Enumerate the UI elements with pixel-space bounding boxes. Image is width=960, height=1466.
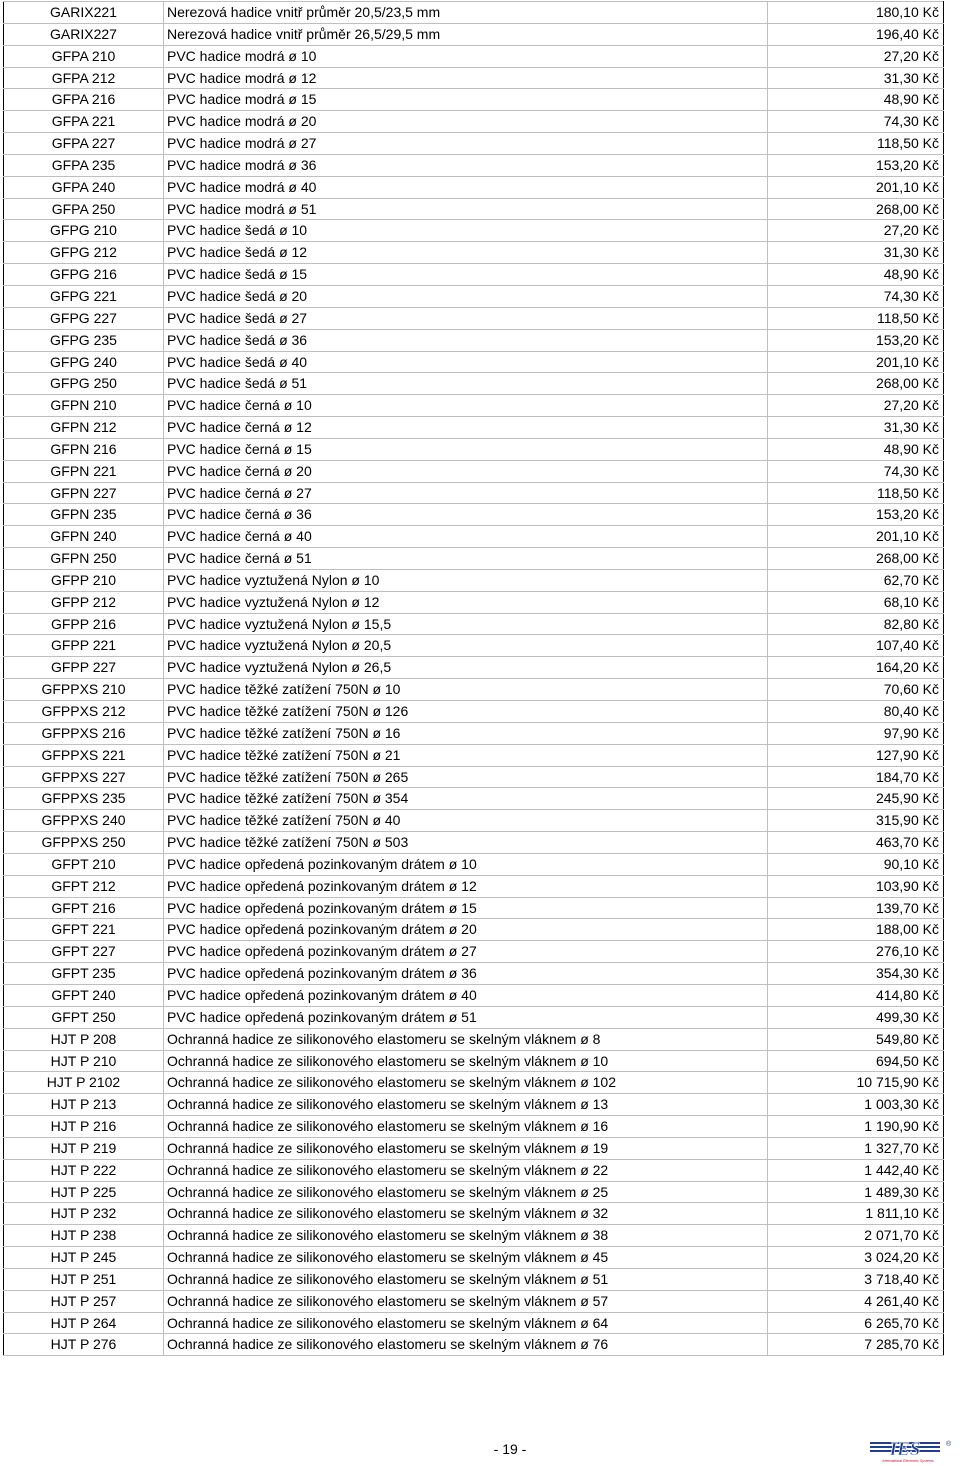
product-code-cell: GFPT 210 (4, 853, 164, 875)
table-row (4, 1159, 944, 1181)
description-cell: PVC hadice vyztužená Nylon ø 12 (164, 591, 768, 613)
table-row (4, 548, 944, 570)
description-cell: Ochranná hadice ze silikonového elastomeru se skelným vláknem ø 51 (164, 1268, 768, 1290)
product-code-cell: GARIX227 (4, 23, 164, 45)
product-code-cell: GFPT 240 (4, 984, 164, 1006)
product-code-cell: GARIX221 (4, 2, 164, 24)
description-cell: Ochranná hadice ze silikonového elastomeru se skelným vláknem ø 102 (164, 1072, 768, 1094)
table-row (4, 1137, 944, 1159)
price-cell: 74,30 Kč (768, 111, 944, 133)
price-cell: 27,20 Kč (768, 220, 944, 242)
price-cell: 201,10 Kč (768, 351, 944, 373)
table-row (4, 941, 944, 963)
table-row (4, 1072, 944, 1094)
price-cell: 201,10 Kč (768, 176, 944, 198)
table-row (4, 111, 944, 133)
product-code-cell: GFPA 221 (4, 111, 164, 133)
description-cell: PVC hadice těžké zatížení 750N ø 10 (164, 679, 768, 701)
product-code-cell: GFPA 235 (4, 154, 164, 176)
table-row (4, 1050, 944, 1072)
table-row (4, 373, 944, 395)
table-row (4, 242, 944, 264)
description-cell: Ochranná hadice ze silikonového elastomeru se skelným vláknem ø 38 (164, 1225, 768, 1247)
price-cell: 1 811,10 Kč (768, 1203, 944, 1225)
table-row (4, 176, 944, 198)
product-code-cell: HJT P 208 (4, 1028, 164, 1050)
product-code-cell: GFPT 227 (4, 941, 164, 963)
price-cell: 549,80 Kč (768, 1028, 944, 1050)
description-cell: Ochranná hadice ze silikonového elastomeru se skelným vláknem ø 76 (164, 1334, 768, 1356)
product-code-cell: GFPP 227 (4, 657, 164, 679)
table-row (4, 329, 944, 351)
product-code-cell: GFPP 212 (4, 591, 164, 613)
description-cell: PVC hadice černá ø 40 (164, 526, 768, 548)
product-code-cell: GFPA 240 (4, 176, 164, 198)
product-code-cell: GFPG 240 (4, 351, 164, 373)
table-row (4, 1094, 944, 1116)
price-cell: 82,80 Kč (768, 613, 944, 635)
table-row (4, 1225, 944, 1247)
table-row (4, 504, 944, 526)
description-cell: PVC hadice šedá ø 40 (164, 351, 768, 373)
price-cell: 153,20 Kč (768, 329, 944, 351)
table-row (4, 788, 944, 810)
table-row (4, 853, 944, 875)
description-cell: Ochranná hadice ze silikonového elastomeru se skelným vláknem ø 45 (164, 1247, 768, 1269)
description-cell: PVC hadice černá ø 51 (164, 548, 768, 570)
product-code-cell: GFPP 216 (4, 613, 164, 635)
table-row (4, 285, 944, 307)
price-cell: 6 265,70 Kč (768, 1312, 944, 1334)
product-code-cell: GFPG 212 (4, 242, 164, 264)
price-cell: 74,30 Kč (768, 285, 944, 307)
logo-wordmark: IES (889, 1439, 921, 1460)
table-row (4, 635, 944, 657)
price-cell: 463,70 Kč (768, 832, 944, 854)
description-cell: PVC hadice těžké zatížení 750N ø 40 (164, 810, 768, 832)
product-code-cell: HJT P 245 (4, 1247, 164, 1269)
description-cell: PVC hadice těžké zatížení 750N ø 16 (164, 722, 768, 744)
description-cell: PVC hadice modrá ø 12 (164, 67, 768, 89)
table-row (4, 417, 944, 439)
table-row (4, 198, 944, 220)
table-row (4, 482, 944, 504)
price-cell: 268,00 Kč (768, 373, 944, 395)
price-cell: 118,50 Kč (768, 307, 944, 329)
product-code-cell: GFPT 221 (4, 919, 164, 941)
description-cell: PVC hadice opředená pozinkovaným drátem ø 27 (164, 941, 768, 963)
price-cell: 694,50 Kč (768, 1050, 944, 1072)
description-cell: PVC hadice šedá ø 20 (164, 285, 768, 307)
price-cell: 31,30 Kč (768, 67, 944, 89)
description-cell: Nerezová hadice vnitř průměr 26,5/29,5 mm (164, 23, 768, 45)
description-cell: PVC hadice černá ø 20 (164, 460, 768, 482)
table-row (4, 1312, 944, 1334)
price-cell: 164,20 Kč (768, 657, 944, 679)
table-row (4, 1334, 944, 1356)
table-row (4, 810, 944, 832)
description-cell: PVC hadice těžké zatížení 750N ø 126 (164, 701, 768, 723)
price-cell: 118,50 Kč (768, 482, 944, 504)
price-cell: 90,10 Kč (768, 853, 944, 875)
product-code-cell: HJT P 222 (4, 1159, 164, 1181)
price-list-sheet (3, 1, 943, 1356)
price-cell: 48,90 Kč (768, 438, 944, 460)
logo-tagline: International Electronic Systems (882, 1459, 934, 1463)
price-cell: 315,90 Kč (768, 810, 944, 832)
product-code-cell: GFPN 240 (4, 526, 164, 548)
product-code-cell: GFPPXS 216 (4, 722, 164, 744)
price-cell: 196,40 Kč (768, 23, 944, 45)
price-cell: 3 024,20 Kč (768, 1247, 944, 1269)
description-cell: PVC hadice vyztužená Nylon ø 15,5 (164, 613, 768, 635)
table-row (4, 351, 944, 373)
product-code-cell: GFPPXS 240 (4, 810, 164, 832)
price-cell: 48,90 Kč (768, 264, 944, 286)
description-cell: PVC hadice šedá ø 12 (164, 242, 768, 264)
product-code-cell: HJT P 210 (4, 1050, 164, 1072)
price-cell: 3 718,40 Kč (768, 1268, 944, 1290)
description-cell: Ochranná hadice ze silikonového elastomeru se skelným vláknem ø 19 (164, 1137, 768, 1159)
price-cell: 97,90 Kč (768, 722, 944, 744)
description-cell: Ochranná hadice ze silikonového elastomeru se skelným vláknem ø 25 (164, 1181, 768, 1203)
description-cell: Ochranná hadice ze silikonového elastomeru se skelným vláknem ø 8 (164, 1028, 768, 1050)
price-cell: 68,10 Kč (768, 591, 944, 613)
price-cell: 499,30 Kč (768, 1006, 944, 1028)
price-cell: 268,00 Kč (768, 548, 944, 570)
table-row (4, 67, 944, 89)
description-cell: PVC hadice modrá ø 10 (164, 45, 768, 67)
price-cell: 2 071,70 Kč (768, 1225, 944, 1247)
table-row (4, 591, 944, 613)
product-code-cell: GFPPXS 250 (4, 832, 164, 854)
table-row (4, 154, 944, 176)
price-cell: 7 285,70 Kč (768, 1334, 944, 1356)
price-cell: 62,70 Kč (768, 569, 944, 591)
description-cell: PVC hadice opředená pozinkovaným drátem ø 10 (164, 853, 768, 875)
table-row (4, 569, 944, 591)
table-row (4, 1006, 944, 1028)
description-cell: PVC hadice šedá ø 27 (164, 307, 768, 329)
product-code-cell: GFPPXS 227 (4, 766, 164, 788)
description-cell: PVC hadice vyztužená Nylon ø 20,5 (164, 635, 768, 657)
product-code-cell: GFPN 250 (4, 548, 164, 570)
product-code-cell: GFPG 235 (4, 329, 164, 351)
description-cell: PVC hadice opředená pozinkovaným drátem ø 36 (164, 963, 768, 985)
price-cell: 1 327,70 Kč (768, 1137, 944, 1159)
price-cell: 276,10 Kč (768, 941, 944, 963)
price-cell: 184,70 Kč (768, 766, 944, 788)
price-cell: 103,90 Kč (768, 875, 944, 897)
description-cell: PVC hadice modrá ø 15 (164, 89, 768, 111)
table-row (4, 744, 944, 766)
product-code-cell: GFPG 216 (4, 264, 164, 286)
table-row (4, 1290, 944, 1312)
price-list-table (3, 1, 944, 1356)
product-code-cell: HJT P 219 (4, 1137, 164, 1159)
price-cell: 188,00 Kč (768, 919, 944, 941)
price-cell: 354,30 Kč (768, 963, 944, 985)
product-code-cell: HJT P 232 (4, 1203, 164, 1225)
description-cell: PVC hadice černá ø 10 (164, 395, 768, 417)
description-cell: PVC hadice šedá ø 36 (164, 329, 768, 351)
description-cell: PVC hadice těžké zatížení 750N ø 354 (164, 788, 768, 810)
price-cell: 127,90 Kč (768, 744, 944, 766)
table-row (4, 701, 944, 723)
description-cell: PVC hadice modrá ø 36 (164, 154, 768, 176)
table-row (4, 613, 944, 635)
price-cell: 180,10 Kč (768, 2, 944, 24)
price-cell: 118,50 Kč (768, 133, 944, 155)
product-code-cell: GFPP 221 (4, 635, 164, 657)
product-code-cell: GFPA 212 (4, 67, 164, 89)
product-code-cell: GFPG 227 (4, 307, 164, 329)
table-row (4, 438, 944, 460)
description-cell: PVC hadice modrá ø 40 (164, 176, 768, 198)
product-code-cell: HJT P 276 (4, 1334, 164, 1356)
product-code-cell: GFPA 250 (4, 198, 164, 220)
product-code-cell: GFPN 235 (4, 504, 164, 526)
price-cell: 70,60 Kč (768, 679, 944, 701)
table-row (4, 963, 944, 985)
table-row (4, 23, 944, 45)
description-cell: Ochranná hadice ze silikonového elastomeru se skelným vláknem ø 64 (164, 1312, 768, 1334)
product-code-cell: GFPN 221 (4, 460, 164, 482)
table-row (4, 133, 944, 155)
table-row (4, 919, 944, 941)
description-cell: PVC hadice černá ø 27 (164, 482, 768, 504)
product-code-cell: HJT P 264 (4, 1312, 164, 1334)
product-code-cell: HJT P 225 (4, 1181, 164, 1203)
table-row (4, 984, 944, 1006)
description-cell: PVC hadice opředená pozinkovaným drátem ø 12 (164, 875, 768, 897)
description-cell: PVC hadice šedá ø 10 (164, 220, 768, 242)
product-code-cell: GFPN 210 (4, 395, 164, 417)
product-code-cell: GFPT 250 (4, 1006, 164, 1028)
price-cell: 10 715,90 Kč (768, 1072, 944, 1094)
description-cell: PVC hadice vyztužená Nylon ø 26,5 (164, 657, 768, 679)
table-row (4, 460, 944, 482)
description-cell: PVC hadice těžké zatížení 750N ø 21 (164, 744, 768, 766)
table-row (4, 1028, 944, 1050)
price-cell: 139,70 Kč (768, 897, 944, 919)
table-row (4, 1203, 944, 1225)
table-row (4, 1181, 944, 1203)
product-code-cell: GFPA 210 (4, 45, 164, 67)
price-cell: 153,20 Kč (768, 504, 944, 526)
product-code-cell: HJT P 257 (4, 1290, 164, 1312)
table-row (4, 307, 944, 329)
price-cell: 414,80 Kč (768, 984, 944, 1006)
table-row (4, 45, 944, 67)
product-code-cell: GFPG 221 (4, 285, 164, 307)
description-cell: PVC hadice černá ø 36 (164, 504, 768, 526)
table-row (4, 395, 944, 417)
product-code-cell: HJT P 216 (4, 1116, 164, 1138)
table-row (4, 832, 944, 854)
description-cell: Ochranná hadice ze silikonového elastomeru se skelným vláknem ø 22 (164, 1159, 768, 1181)
table-row (4, 722, 944, 744)
price-cell: 31,30 Kč (768, 417, 944, 439)
price-cell: 201,10 Kč (768, 526, 944, 548)
description-cell: PVC hadice černá ø 12 (164, 417, 768, 439)
description-cell: PVC hadice opředená pozinkovaným drátem ø 20 (164, 919, 768, 941)
table-row (4, 657, 944, 679)
table-row (4, 526, 944, 548)
price-cell: 1 190,90 Kč (768, 1116, 944, 1138)
table-row (4, 264, 944, 286)
price-cell: 80,40 Kč (768, 701, 944, 723)
product-code-cell: HJT P 2102 (4, 1072, 164, 1094)
price-list-body (4, 2, 944, 1356)
ies-logo (868, 1438, 954, 1464)
product-code-cell: GFPP 210 (4, 569, 164, 591)
description-cell: Ochranná hadice ze silikonového elastomeru se skelným vláknem ø 13 (164, 1094, 768, 1116)
table-row (4, 1247, 944, 1269)
product-code-cell: GFPT 212 (4, 875, 164, 897)
product-code-cell: GFPPXS 212 (4, 701, 164, 723)
table-row (4, 1268, 944, 1290)
price-cell: 153,20 Kč (768, 154, 944, 176)
price-cell: 4 261,40 Kč (768, 1290, 944, 1312)
description-cell: PVC hadice těžké zatížení 750N ø 503 (164, 832, 768, 854)
description-cell: PVC hadice modrá ø 20 (164, 111, 768, 133)
product-code-cell: HJT P 251 (4, 1268, 164, 1290)
product-code-cell: GFPPXS 221 (4, 744, 164, 766)
description-cell: PVC hadice opředená pozinkovaným drátem ø 51 (164, 1006, 768, 1028)
table-row (4, 1116, 944, 1138)
product-code-cell: GFPPXS 235 (4, 788, 164, 810)
description-cell: PVC hadice černá ø 15 (164, 438, 768, 460)
product-code-cell: GFPPXS 210 (4, 679, 164, 701)
description-cell: PVC hadice šedá ø 15 (164, 264, 768, 286)
description-cell: PVC hadice těžké zatížení 750N ø 265 (164, 766, 768, 788)
table-row (4, 766, 944, 788)
price-cell: 31,30 Kč (768, 242, 944, 264)
table-row (4, 2, 944, 24)
product-code-cell: GFPG 250 (4, 373, 164, 395)
product-code-cell: GFPA 216 (4, 89, 164, 111)
product-code-cell: HJT P 213 (4, 1094, 164, 1116)
price-cell: 268,00 Kč (768, 198, 944, 220)
price-cell: 27,20 Kč (768, 395, 944, 417)
price-cell: 1 442,40 Kč (768, 1159, 944, 1181)
description-cell: PVC hadice modrá ø 51 (164, 198, 768, 220)
price-cell: 1 489,30 Kč (768, 1181, 944, 1203)
description-cell: Ochranná hadice ze silikonového elastomeru se skelným vláknem ø 16 (164, 1116, 768, 1138)
price-cell: 48,90 Kč (768, 89, 944, 111)
description-cell: PVC hadice opředená pozinkovaným drátem ø 15 (164, 897, 768, 919)
product-code-cell: GFPN 212 (4, 417, 164, 439)
page-number: - 19 - (493, 1441, 527, 1457)
price-cell: 245,90 Kč (768, 788, 944, 810)
description-cell: Ochranná hadice ze silikonového elastomeru se skelným vláknem ø 10 (164, 1050, 768, 1072)
product-code-cell: GFPT 216 (4, 897, 164, 919)
table-row (4, 220, 944, 242)
description-cell: Ochranná hadice ze silikonového elastomeru se skelným vláknem ø 32 (164, 1203, 768, 1225)
logo-registered-mark: ® (946, 1441, 952, 1448)
description-cell: PVC hadice modrá ø 27 (164, 133, 768, 155)
description-cell: PVC hadice vyztužená Nylon ø 10 (164, 569, 768, 591)
price-cell: 74,30 Kč (768, 460, 944, 482)
product-code-cell: GFPN 216 (4, 438, 164, 460)
product-code-cell: HJT P 238 (4, 1225, 164, 1247)
description-cell: Ochranná hadice ze silikonového elastomeru se skelným vláknem ø 57 (164, 1290, 768, 1312)
product-code-cell: GFPN 227 (4, 482, 164, 504)
description-cell: Nerezová hadice vnitř průměr 20,5/23,5 mm (164, 2, 768, 24)
price-cell: 107,40 Kč (768, 635, 944, 657)
table-row (4, 89, 944, 111)
product-code-cell: GFPG 210 (4, 220, 164, 242)
table-row (4, 875, 944, 897)
table-row (4, 897, 944, 919)
product-code-cell: GFPT 235 (4, 963, 164, 985)
price-cell: 27,20 Kč (768, 45, 944, 67)
table-row (4, 679, 944, 701)
price-cell: 1 003,30 Kč (768, 1094, 944, 1116)
product-code-cell: GFPA 227 (4, 133, 164, 155)
description-cell: PVC hadice opředená pozinkovaným drátem ø 40 (164, 984, 768, 1006)
description-cell: PVC hadice šedá ø 51 (164, 373, 768, 395)
